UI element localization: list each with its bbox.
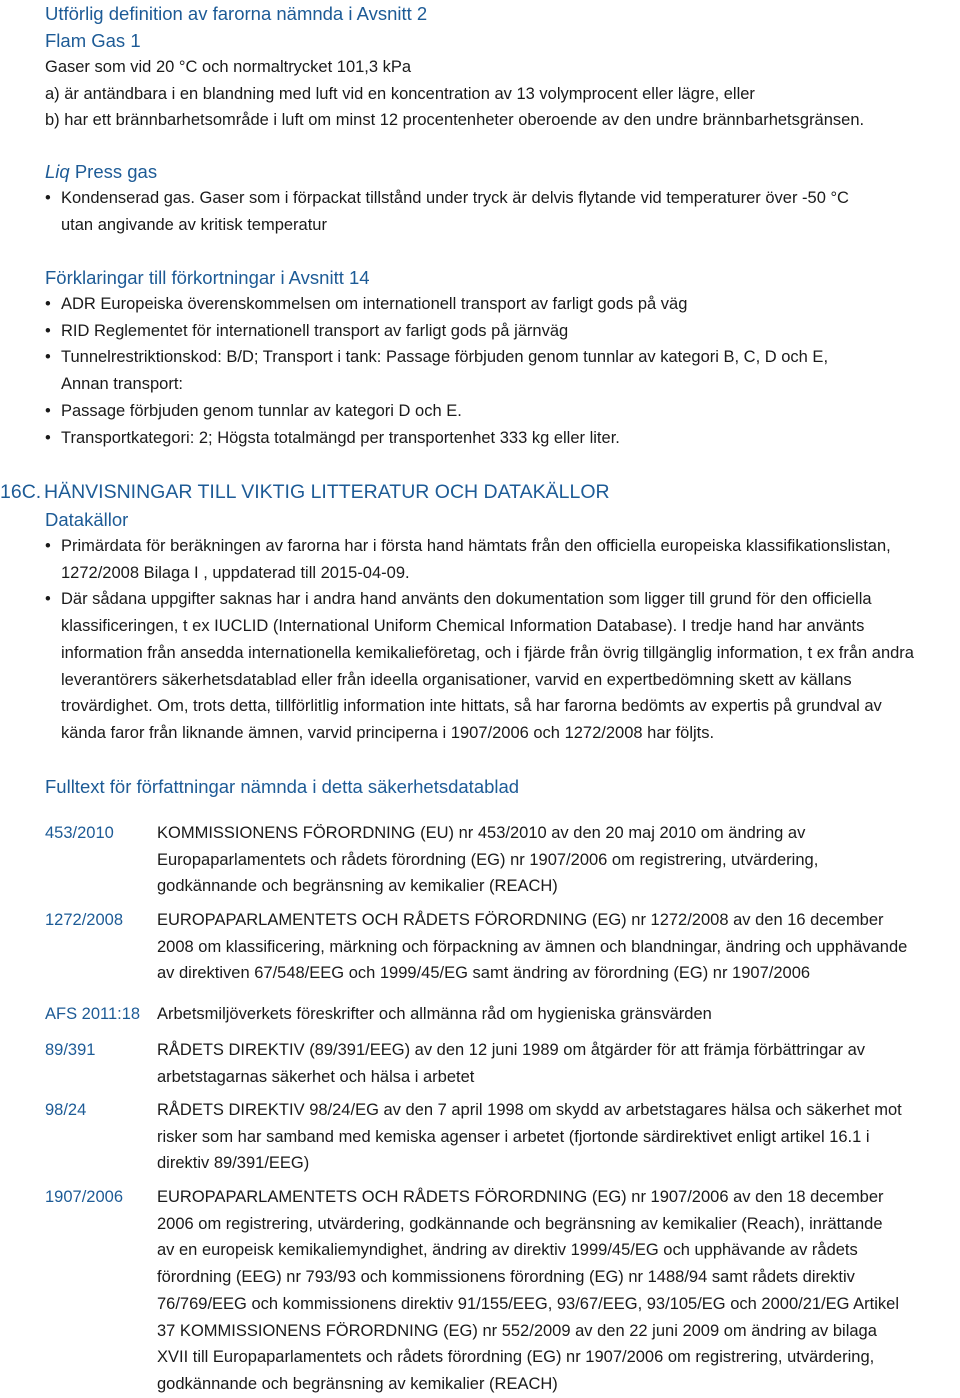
list-item: • Primärdata för beräkningen av farorna har i första hand hämtats från den officiella europeiska klassifikationslistan, <box>45 537 891 555</box>
flam-line: Gaser som vid 20 °C och normaltrycket 101,3 kPa <box>45 58 412 76</box>
hazard-definitions <box>45 0 952 134</box>
reference-line: förordning (EEG) nr 793/93 och kommissionens förordning (EG) nr 1488/94 samt rådets direktiv <box>157 1268 855 1287</box>
data-sources <box>45 506 952 747</box>
liq-press-gas-label: Liq Press gas <box>45 161 158 182</box>
reference-code: 1272/2008 <box>45 911 123 929</box>
list-item: • Transportkategori: 2; Högsta totalmängd per transportenhet 333 kg eller liter. <box>45 428 620 447</box>
reference-entry <box>45 907 952 987</box>
reference-line: direktiv 89/391/EEG) <box>157 1154 310 1173</box>
list-item: • Passage förbjuden genom tunnlar av kategori D och E. <box>45 401 462 420</box>
list-item: • Kondenserad gas. Gaser som i förpackat tillstånd under tryck är delvis flytande vid temperaturer över -50 °C <box>45 189 849 207</box>
reference-line: EUROPAPARLAMENTETS OCH RÅDETS FÖRORDNING (EG) nr 1272/2008 av den 16 december <box>157 911 884 929</box>
liq-press-gas <box>45 158 952 238</box>
reference-line: 2008 om klassificering, märkning och förpackning av ämnen och blandningar, ändring och upphävande <box>157 937 908 956</box>
list-item: • Tunnelrestriktionskod: B/D; Transport i tank: Passage förbjuden genom tunnlar av kategori B, C, D och E, <box>45 348 829 367</box>
fulltext-heading: Fulltext för författningar nämnda i detta säkerhetsdatablad <box>45 776 520 797</box>
list-item: • Där sådana uppgifter saknas har i andra hand använts den dokumentation som ligger till grund för den officiella <box>45 590 872 609</box>
reference-entry <box>45 1097 952 1177</box>
list-item: • RID Reglementet för internationell transport av farligt gods på järnväg <box>45 321 569 340</box>
reference-entry <box>45 1001 952 1028</box>
reference-line: RÅDETS DIREKTIV (89/391/EEG) av den 12 juni 1989 om åtgärder för att främja förbättringar av <box>157 1041 865 1059</box>
section-16c-title: 16C. HÄNVISNINGAR TILL VIKTIG LITTERATUR OCH DATAKÄLLOR <box>0 481 610 503</box>
reference-line: risker som har samband med kemiska agenser i arbetet (fjortonde särdirektivet enligt artikel 16.1 i <box>157 1127 870 1146</box>
reference-code: 89/391 <box>45 1041 96 1059</box>
reference-line: godkännande och begränsning av kemikalier (REACH) <box>157 877 558 896</box>
reference-line: EUROPAPARLAMENTETS OCH RÅDETS FÖRORDNING (EG) nr 1907/2006 av den 18 december <box>157 1188 884 1206</box>
flam-gas-label: Flam Gas 1 <box>45 30 141 51</box>
reference-line: KOMMISSIONENS FÖRORDNING (EU) nr 453/2010 av den 20 maj 2010 om ändring av <box>157 824 806 842</box>
list-item-continuation: leverantörers säkerhetsdatablad eller från ideella organisationer, varvid en expertbedömning skett av källans <box>61 670 852 689</box>
abbreviations-heading: Förklaringar till förkortningar i Avsnitt 14 <box>45 267 370 288</box>
reference-line: 2006 om registrering, utvärdering, godkännande och begränsning av kemikalier (Reach), inrättande <box>157 1214 883 1233</box>
reference-entry <box>45 1184 952 1398</box>
reference-line: Arbetsmiljöverkets föreskrifter och allmänna råd om hygieniska gränsvärden <box>157 1005 712 1023</box>
reference-code: 453/2010 <box>45 824 114 842</box>
reference-entry <box>45 820 952 900</box>
reference-line: XVII till Europaparlamentets och rådets förordning (EG) nr 1907/2006 om registrering, utvärdering, <box>157 1348 875 1367</box>
list-item-continuation: information från ansedda internationella kemikalieföretag, och i fjärde från övrig tillgänglig information, t ex från andra <box>61 643 914 662</box>
reference-line: arbetstagarnas säkerhet och hälsa i arbetet <box>157 1067 475 1086</box>
list-item-continuation: kända faror från liknande ämnen, varvid principerna i 1907/2006 och 1272/2008 har följts. <box>61 723 715 742</box>
reference-line: 76/769/EEG och kommissionens direktiv 91/155/EEG, 93/67/EEG, 93/105/EG och 2000/21/EG Artikel <box>157 1294 900 1313</box>
reference-code: 1907/2006 <box>45 1188 123 1206</box>
list-item-continuation: 1272/2008 Bilaga I , uppdaterad till 2015-04-09. <box>61 563 410 582</box>
list-item-continuation: utan angivande av kritisk temperatur <box>61 215 327 234</box>
reference-line: av direktiven 67/548/EEG och 1999/45/EG samt ändring av förordning (EG) nr 1907/2006 <box>157 964 811 983</box>
data-sources-heading: Datakällor <box>45 509 129 530</box>
reference-line: Europaparlamentets och rådets förordning (EG) nr 1907/2006 om registrering, utvärdering, <box>157 850 819 869</box>
abbreviations <box>45 264 952 451</box>
flam-line: a) är antändbara i en blandning med luft vid en koncentration av 13 volymprocent eller lägre, eller <box>45 84 755 103</box>
fulltext-heading-wrap <box>45 773 952 800</box>
reference-code: AFS 2011:18 <box>45 1005 141 1023</box>
list-item: • ADR Europeiska överenskommelsen om internationell transport av farligt gods på väg <box>45 295 688 313</box>
reference-code: 98/24 <box>45 1101 87 1119</box>
reference-line: av en europeisk kemikaliemyndighet, ändring av direktiv 1999/45/EG och upphävande av rådets <box>157 1241 858 1260</box>
reference-line: 37 KOMMISSIONENS FÖRORDNING (EG) nr 552/2009 av den 22 juni 2009 om ändring av bilaga <box>157 1321 877 1340</box>
flam-line: b) har ett brännbarhetsområde i luft om minst 12 procentenheter oberoende av den undre brännbarhetsgränsen. <box>45 111 865 130</box>
reference-entry <box>45 1037 952 1090</box>
list-item-continuation: trovärdighet. Om, trots detta, tillförlitlig information inte hittats, så har farorna bedömts av expertis på grundval av <box>61 697 882 716</box>
reference-line: RÅDETS DIREKTIV 98/24/EG av den 7 april 1998 om skydd av arbetstagares hälsa och säkerhet mot <box>157 1101 902 1119</box>
list-item-continuation: Annan transport: <box>61 375 183 394</box>
reference-line: godkännande och begränsning av kemikalier (REACH) <box>157 1374 558 1393</box>
hazard-definitions-heading: Utförlig definition av farorna nämnda i Avsnitt 2 <box>45 3 428 24</box>
list-item-continuation: klassificeringen, t ex IUCLID (International Uniform Chemical Information Database). I tredje hand har använts <box>61 617 865 636</box>
